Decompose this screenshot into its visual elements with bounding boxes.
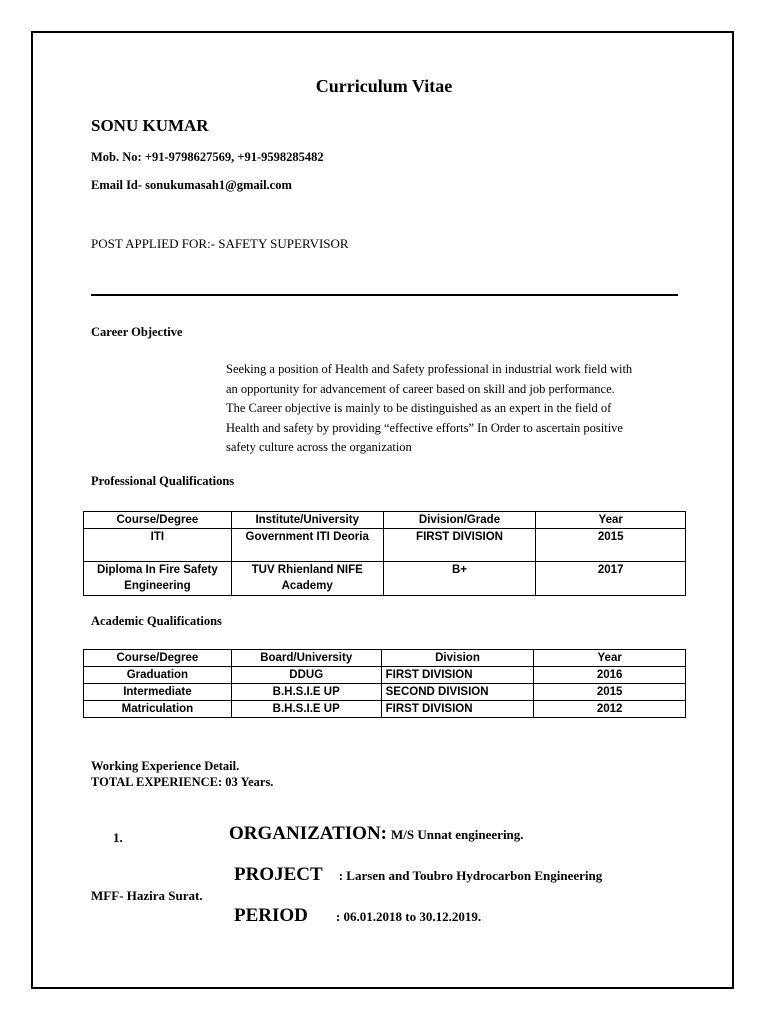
post-applied: POST APPLIED FOR:- SAFETY SUPERVISOR bbox=[91, 236, 349, 251]
table-cell: 2016 bbox=[534, 667, 686, 684]
table-cell: Graduation bbox=[84, 667, 232, 684]
organization-line bbox=[229, 823, 524, 845]
total-experience: TOTAL EXPERIENCE: 03 Years. bbox=[91, 775, 274, 789]
table-cell: 2015 bbox=[536, 529, 686, 562]
table-cell: 2017 bbox=[536, 562, 686, 596]
organization-value: M/S Unnat engineering. bbox=[391, 827, 524, 842]
cell-line: TUV Rhienland NIFE bbox=[251, 564, 363, 576]
organization-label: ORGANIZATION: bbox=[229, 823, 387, 844]
table-row bbox=[84, 684, 686, 701]
table-row bbox=[84, 701, 686, 718]
table-cell: ITI bbox=[84, 529, 232, 562]
academic-qualifications-heading: Academic Qualifications bbox=[91, 614, 222, 628]
objective-line: safety culture across the organization bbox=[226, 440, 412, 455]
table-row bbox=[84, 529, 686, 562]
table-cell: Government ITI Deoria bbox=[231, 529, 383, 562]
table-cell: DDUG bbox=[231, 667, 381, 684]
table-cell: B+ bbox=[383, 562, 536, 596]
professional-qualifications-heading: Professional Qualifications bbox=[91, 474, 235, 488]
column-header: Board/University bbox=[231, 650, 381, 667]
objective-line: Health and safety by providing “effective efforts” In Order to ascertain positive bbox=[226, 420, 623, 435]
cell-line: Engineering bbox=[124, 580, 191, 592]
column-header: Year bbox=[534, 650, 686, 667]
experience-number: 1. bbox=[113, 830, 123, 845]
objective-line: The Career objective is mainly to be distinguished as an expert in the field of bbox=[226, 401, 612, 416]
table-cell: Intermediate bbox=[84, 684, 232, 701]
objective-line: Seeking a position of Health and Safety professional in industrial work field with bbox=[226, 362, 633, 376]
table-cell bbox=[84, 562, 232, 596]
career-objective-heading: Career Objective bbox=[91, 325, 183, 339]
period-value: : 06.01.2018 to 30.12.2019. bbox=[335, 909, 482, 924]
project-label: PROJECT bbox=[234, 864, 323, 885]
academic-qualifications-table bbox=[83, 649, 686, 718]
header-divider bbox=[91, 294, 678, 296]
period-line bbox=[234, 905, 481, 927]
objective-line: an opportunity for advancement of career based on skill and job performance. bbox=[226, 381, 615, 396]
column-header: Division/Grade bbox=[383, 512, 536, 529]
table-cell: FIRST DIVISION bbox=[381, 701, 534, 718]
professional-qualifications-table bbox=[83, 511, 686, 596]
column-header: Course/Degree bbox=[84, 512, 232, 529]
table-row bbox=[84, 562, 686, 596]
page-border bbox=[31, 31, 734, 989]
project-line bbox=[234, 864, 602, 886]
table-cell: B.H.S.I.E UP bbox=[231, 701, 381, 718]
table-cell: 2012 bbox=[534, 701, 686, 718]
table-header-row bbox=[84, 512, 686, 529]
project-location: MFF- Hazira Surat. bbox=[91, 888, 203, 903]
table-cell: FIRST DIVISION bbox=[383, 529, 536, 562]
table-cell: SECOND DIVISION bbox=[381, 684, 534, 701]
table-cell: 2015 bbox=[534, 684, 686, 701]
column-header: Year bbox=[536, 512, 686, 529]
table-header-row bbox=[84, 650, 686, 667]
project-value: : Larsen and Toubro Hydrocarbon Engineering bbox=[338, 868, 603, 883]
column-header: Division bbox=[381, 650, 534, 667]
table-cell: Matriculation bbox=[84, 701, 232, 718]
email-id: Email Id- sonukumasah1@gmail.com bbox=[91, 178, 292, 192]
experience-heading: Working Experience Detail. bbox=[91, 759, 240, 773]
document-title: Curriculum Vitae bbox=[315, 76, 453, 96]
period-label: PERIOD bbox=[234, 905, 308, 926]
column-header: Course/Degree bbox=[84, 650, 232, 667]
table-cell: B.H.S.I.E UP bbox=[231, 684, 381, 701]
candidate-name: SONU KUMAR bbox=[91, 116, 209, 135]
career-objective-text bbox=[226, 360, 686, 458]
table-cell: FIRST DIVISION bbox=[381, 667, 534, 684]
table-cell bbox=[231, 562, 383, 596]
table-row bbox=[84, 667, 686, 684]
cell-line: Diploma In Fire Safety bbox=[97, 564, 218, 576]
mobile-number: Mob. No: +91-9798627569, +91-9598285482 bbox=[91, 150, 324, 164]
cell-line: Academy bbox=[281, 580, 333, 592]
column-header: Institute/University bbox=[231, 512, 383, 529]
